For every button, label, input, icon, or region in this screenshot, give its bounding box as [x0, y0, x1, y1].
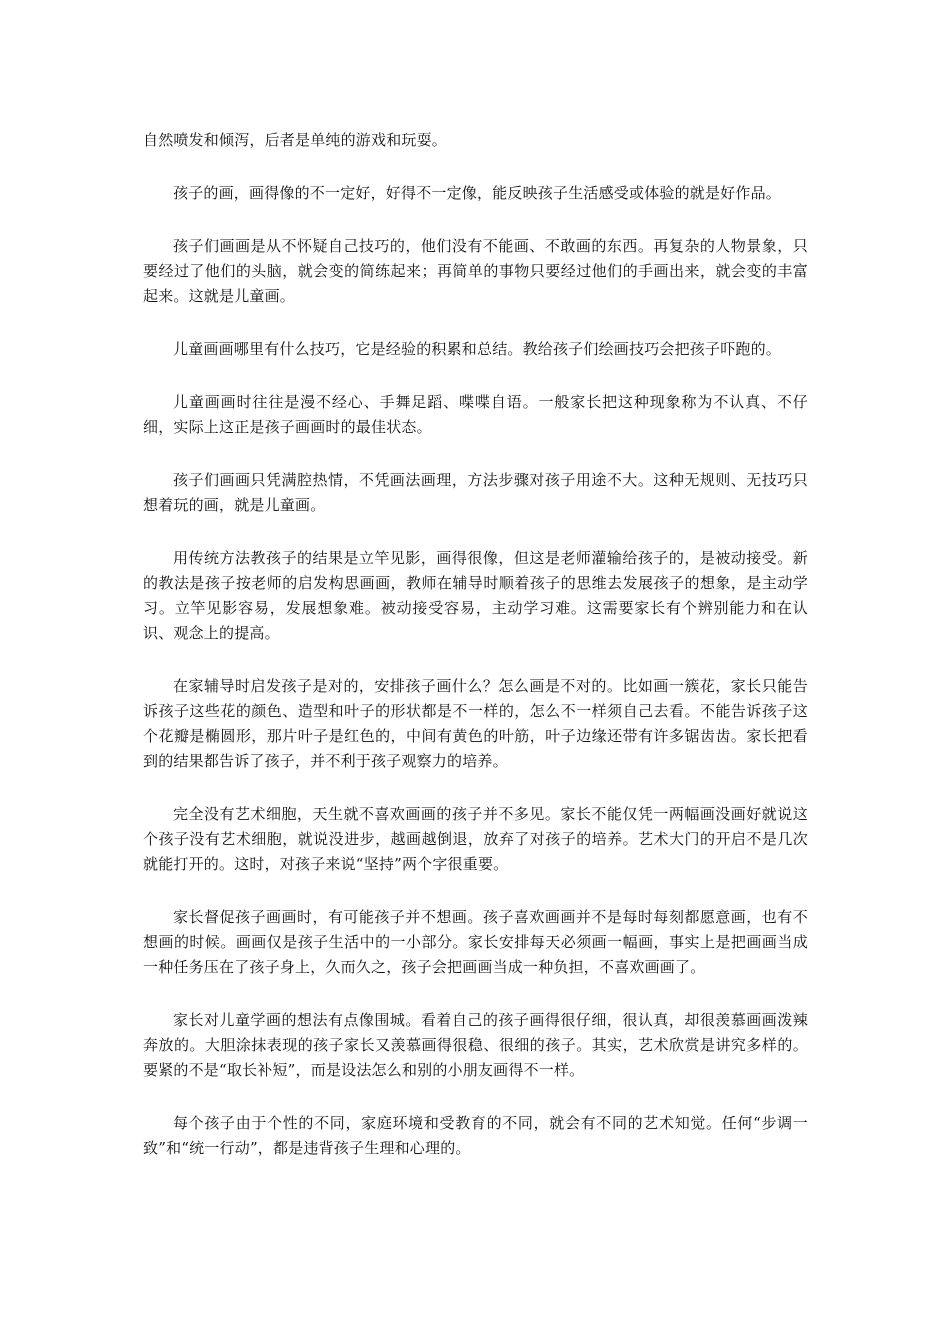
paragraph-8: 在家辅导时启发孩子是对的，安排孩子画什么？怎么画是不对的。比如画一簇花，家长只能告诉孩子这些花的颜色、造型和叶子的形状都是不一样的，怎么不一样须自己去看。不能告诉孩子这个花瓣是椭圆形，那片叶子是红色的，中间有黄色的叶筋，叶子边缘还带有许多锯齿齿。家长把看到的结果都告诉了孩子，并不利于孩子观察力的培养。 — [143, 677, 808, 770]
paragraph-12: 每个孩子由于个性的不同，家庭环境和受教育的不同，就会有不同的艺术知觉。任何“步调一致”和“统一行动”，都是违背孩子生理和心理的。 — [143, 1114, 808, 1157]
paragraph-11: 家长对儿童学画的想法有点像围城。看着自己的孩子画得很仔细，很认真，却很羡慕画画泼辣奔放的。大胆涂抹表现的孩子家长又羡慕画得很稳、很细的孩子。其实，艺术欣赏是讲究多样的。要紧的不是“取长补短”，而是设法怎么和别的小朋友画得不一样。 — [143, 1011, 808, 1079]
paragraph-9: 完全没有艺术细胞，天生就不喜欢画画的孩子并不多见。家长不能仅凭一两幅画没画好就说这个孩子没有艺术细胞，就说没进步，越画越倒退，放弃了对孩子的培养。艺术大门的开启不是几次就能打开的。这时，对孩子来说“坚持”两个字很重要。 — [143, 805, 808, 873]
paragraph-5: 儿童画画时往往是漫不经心、手舞足蹈、喋喋自语。一般家长把这种现象称为不认真、不仔细，实际上这正是孩子画画时的最佳状态。 — [143, 393, 808, 436]
paragraph-6: 孩子们画画只凭满腔热情，不凭画法画理，方法步骤对孩子用途不大。这种无规则、无技巧只想着玩的画，就是儿童画。 — [143, 471, 808, 514]
document-body — [143, 128, 808, 1189]
paragraph-4: 儿童画画哪里有什么技巧，它是经验的积累和总结。教给孩子们绘画技巧会把孩子吓跑的。 — [173, 340, 782, 358]
paragraph-7: 用传统方法教孩子的结果是立竿见影，画得很像，但这是老师灌输给孩子的，是被动接受。新的教法是孩子按老师的启发构思画画，教师在辅导时顺着孩子的思维去发展孩子的想象，是主动学习。立竿见影容易，发展想象难。被动接受容易，主动学习难。这需要家长有个辨别能力和在认识、观念上的提高。 — [143, 549, 808, 642]
paragraph-1: 自然喷发和倾泻，后者是单纯的游戏和玩耍。 — [143, 131, 448, 149]
paragraph-10: 家长督促孩子画画时，有可能孩子并不想画。孩子喜欢画画并不是每时每刻都愿意画，也有不想画的时候。画画仅是孩子生活中的一小部分。家长安排每天必须画一幅画，事实上是把画画当成一种任务压在了孩子身上，久而久之，孩子会把画画当成一种负担，不喜欢画画了。 — [143, 908, 808, 976]
paragraph-2: 孩子的画，画得像的不一定好，好得不一定像，能反映孩子生活感受或体验的就是好作品。 — [173, 184, 782, 202]
paragraph-3: 孩子们画画是从不怀疑自己技巧的，他们没有不能画、不敢画的东西。再复杂的人物景象，只要经过了他们的头脑，就会变的简练起来；再简单的事物只要经过他们的手画出来，就会变的丰富起来。这就是儿童画。 — [143, 237, 808, 305]
